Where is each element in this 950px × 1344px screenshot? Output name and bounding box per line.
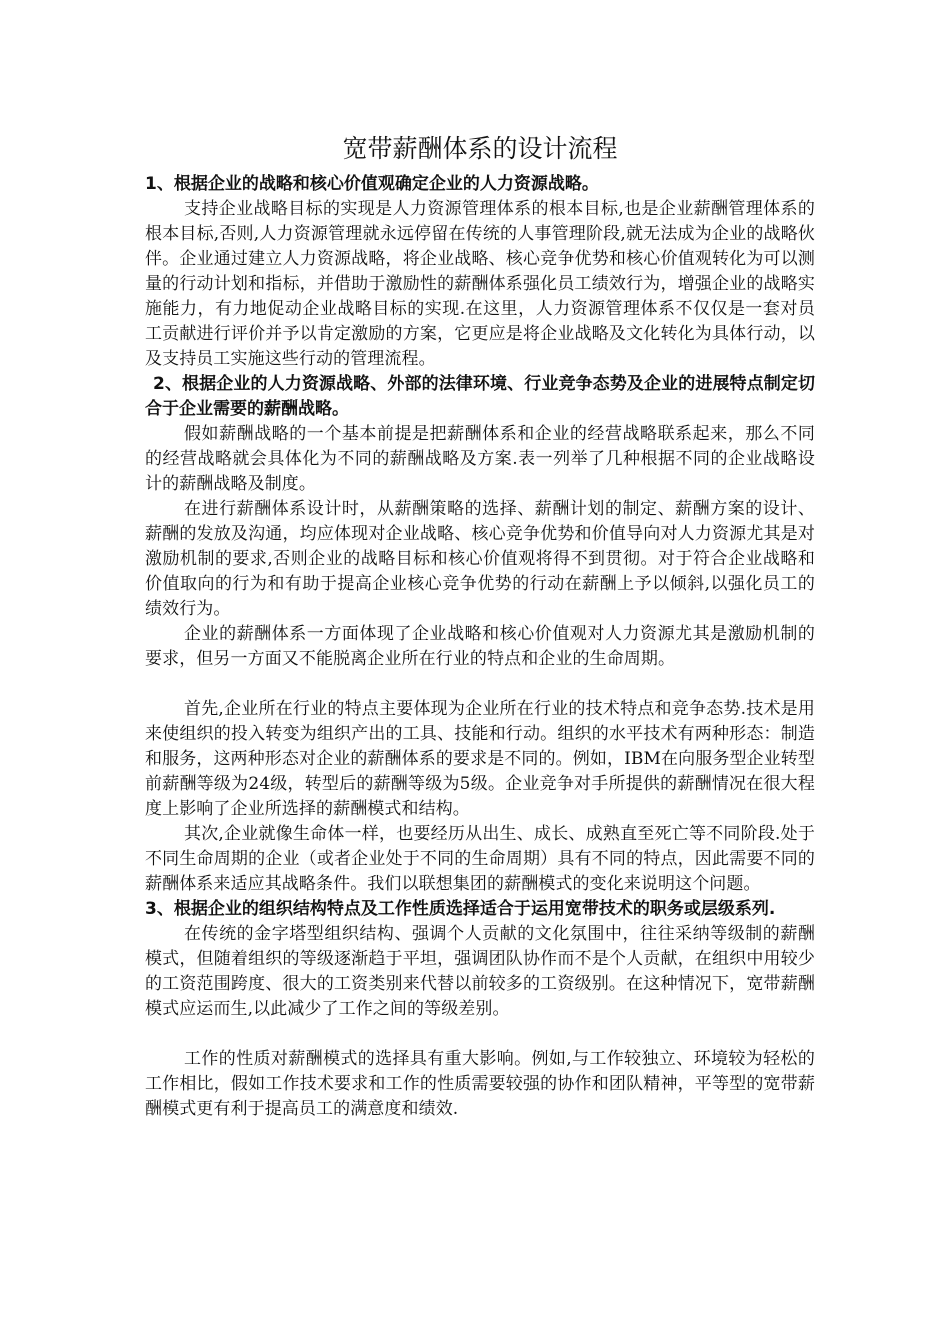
- section-1-heading: 1、根据企业的战略和核心价值观确定企业的人力资源战略。: [145, 174, 599, 194]
- blank-line: [145, 1022, 815, 1047]
- section-1-paragraph-1: 支持企业战略目标的实现是人力资源管理体系的根本目标,也是企业薪酬管理体系的根本目标,否则,人力资源管理就永远停留在传统的人事管理阶段,就无法成为企业的战略伙伴。企业通过建立人力资源战略，将企业战略、核心竞争优势和核心价值观转化为可以测量的行动计划和指标，并借助于激励性的薪酬体系强化员工绩效行为，增强企业的战略实施能力，有力地促动企业战略目标的实现.在这里，人力资源管理体系不仅仅是一套对员工贡献进行评价并予以肯定激励的方案，它更应是将企业战略及文化转化为具体行动，以及支持员工实施这些行动的管理流程。: [145, 199, 815, 369]
- section-2-paragraph-3: 企业的薪酬体系一方面体现了企业战略和核心价值观对人力资源尤其是激励机制的要求，但另一方面又不能脱离企业所在行业的特点和企业的生命周期。: [145, 624, 815, 669]
- section-3-paragraph-1: 在传统的金字塔型组织结构、强调个人贡献的文化氛围中，往往采纳等级制的薪酬模式，但随着组织的等级逐渐趋于平坦，强调团队协作而不是个人贡献，在组织中用较少的工资范围跨度、很大的工资类别来代替以前较多的工资级别。在这种情况下，宽带薪酬模式应运而生,以此减少了工作之间的等级差别。: [145, 924, 815, 1019]
- section-2-paragraph-5: 其次,企业就像生命体一样，也要经历从出生、成长、成熟直至死亡等不同阶段.处于不同生命周期的企业（或者企业处于不同的生命周期）具有不同的特点，因此需要不同的薪酬体系来适应其战略条件。我们以联想集团的薪酬模式的变化来说明这个问题。: [145, 824, 815, 894]
- section-2-heading: 2、根据企业的人力资源战略、外部的法律环境、行业竞争态势及企业的进展特点制定切合于企业需要的薪酬战略。: [145, 374, 815, 419]
- section-2-paragraph-1: 假如薪酬战略的一个基本前提是把薪酬体系和企业的经营战略联系起来，那么不同的经营战略就会具体化为不同的薪酬战略及方案.表一列举了几种根据不同的企业战略设计的薪酬战略及制度。: [145, 424, 815, 494]
- section-3-heading: 3、根据企业的组织结构特点及工作性质选择适合于运用宽带技术的职务或层级系列.: [145, 899, 776, 919]
- blank-line: [145, 672, 815, 697]
- section-2-paragraph-2: 在进行薪酬体系设计时，从薪酬策略的选择、薪酬计划的制定、薪酬方案的设计、薪酬的发放及沟通，均应体现对企业战略、核心竞争优势和价值导向对人力资源尤其是对激励机制的要求,否则企业的战略目标和核心价值观将得不到贯彻。对于符合企业战略和价值取向的行为和有助于提高企业核心竞争优势的行动在薪酬上予以倾斜,以强化员工的绩效行为。: [145, 499, 815, 619]
- section-2-paragraph-4: 首先,企业所在行业的特点主要体现为企业所在行业的技术特点和竞争态势.技术是用来使组织的投入转变为组织产出的工具、技能和行动。组织的水平技术有两种形态：制造和服务，这两种形态对企业的薪酬体系的要求是不同的。例如，IBM在向服务型企业转型前薪酬等级为24级，转型后的薪酬等级为5级。企业竞争对手所提供的薪酬情况在很大程度上影响了企业所选择的薪酬模式和结构。: [145, 699, 815, 819]
- document-title: 宽带薪酬体系的设计流程: [342, 134, 618, 163]
- document-page: [145, 130, 815, 1122]
- section-3-paragraph-2: 工作的性质对薪酬模式的选择具有重大影响。例如,与工作较独立、环境较为轻松的工作相比，假如工作技术要求和工作的性质需要较强的协作和团队精神，平等型的宽带薪酬模式更有利于提高员工的满意度和绩效.: [145, 1049, 815, 1119]
